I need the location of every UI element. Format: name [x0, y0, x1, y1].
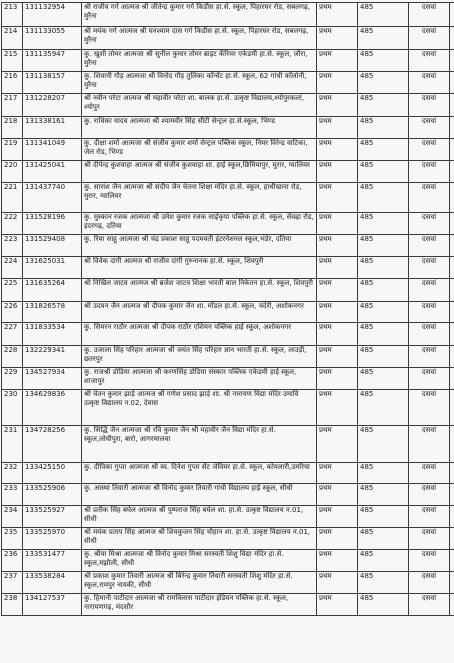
table-row	[2, 50, 454, 72]
table-row	[2, 72, 454, 94]
student-name-school: कु. उजाला सिंह परिहार आत्मजा श्री जयंत सिंह परिहार ज्ञान भारती हा.से. स्कूल, लाउड़ी, छतरपुर	[82, 346, 317, 368]
division: प्रथम	[317, 3, 358, 27]
table-row	[2, 117, 454, 139]
class-name: दसवां	[409, 572, 450, 594]
student-name-school: कु. शिवानी गौड़ आत्मजा श्री विनोद गौड़ तुलिका कॉन्वेंट हा.से. स्कूल, 62 गांधी कॉलोनी, मुरैना	[82, 72, 317, 94]
class-name: दसवां	[409, 323, 450, 346]
empty-cell	[450, 213, 454, 235]
student-name-school: श्री प्रतीक सिंह बघेल आत्मज श्री पुष्पराज सिंह बघेल शा. हा.से. उत्कृष्ट विद्यालय न.01, सीधी	[82, 506, 317, 528]
marks: 485	[358, 572, 409, 594]
merit-list-body	[2, 3, 454, 616]
empty-cell	[450, 183, 454, 213]
empty-cell	[450, 117, 454, 139]
empty-cell	[450, 94, 454, 117]
serial-number: 233	[2, 484, 23, 506]
class-name: दसवां	[409, 50, 450, 72]
marks: 485	[358, 368, 409, 390]
table-row	[2, 257, 454, 279]
marks: 485	[358, 235, 409, 257]
empty-cell	[450, 572, 454, 594]
serial-number: 222	[2, 213, 23, 235]
empty-cell	[450, 390, 454, 426]
division: प्रथम	[317, 139, 358, 161]
student-name-school: श्री निखिल जाटव आत्मज श्री ब्रजेश जाटव शिक्षा भारती बाल निकेतन हा.से. स्कूल, शिवपुरी	[82, 279, 317, 302]
empty-cell	[450, 368, 454, 390]
roll-number: 131826578	[23, 302, 82, 323]
roll-number: 131635264	[23, 279, 82, 302]
roll-number: 131133055	[23, 27, 82, 50]
class-name: दसवां	[409, 368, 450, 390]
marks: 485	[358, 161, 409, 183]
serial-number: 230	[2, 390, 23, 426]
table-row	[2, 346, 454, 368]
class-name: दसवां	[409, 27, 450, 50]
division: प्रथम	[317, 426, 358, 463]
class-name: दसवां	[409, 94, 450, 117]
division: प्रथम	[317, 550, 358, 572]
marks: 485	[358, 72, 409, 94]
table-row	[2, 279, 454, 302]
serial-number: 234	[2, 506, 23, 528]
empty-cell	[450, 257, 454, 279]
empty-cell	[450, 506, 454, 528]
division: प्रथम	[317, 94, 358, 117]
student-name-school: कु. हिमानी पाटीदार आत्मजा श्री रामविलास पाटीदार इंडियन पब्लिक हा.से. स्कूल, नारायणगढ़, मंदसौर	[82, 594, 317, 616]
roll-number: 133538284	[23, 572, 82, 594]
serial-number: 231	[2, 426, 23, 463]
empty-cell	[450, 302, 454, 323]
roll-number: 134527934	[23, 368, 82, 390]
empty-cell	[450, 484, 454, 506]
empty-cell	[450, 50, 454, 72]
marks: 485	[358, 550, 409, 572]
roll-number: 133525970	[23, 528, 82, 550]
marks: 485	[358, 426, 409, 463]
table-row	[2, 94, 454, 117]
serial-number: 228	[2, 346, 23, 368]
marks: 485	[358, 257, 409, 279]
student-name-school: कु. दीक्षा शर्मा आत्मजा श्री संजीव कुमार शर्मा सेन्ट्रल पब्लिक स्कूल, नियर विरेन्द्र वाटिका, जेल रोड, भिण्ड	[82, 139, 317, 161]
serial-number: 215	[2, 50, 23, 72]
serial-number: 218	[2, 117, 23, 139]
table-row	[2, 390, 454, 426]
student-name-school: कु. सिद्धि जैन आत्मजा श्री रवि कुमार जैन श्री महावीर जैन विद्या मंदिर हा.से. स्कूल,लोधीपुरा, बारो, आगरमालवा	[82, 426, 317, 463]
table-row	[2, 426, 454, 463]
empty-cell	[450, 594, 454, 616]
marks: 485	[358, 463, 409, 484]
roll-number: 133525906	[23, 484, 82, 506]
class-name: दसवां	[409, 139, 450, 161]
table-row	[2, 302, 454, 323]
serial-number: 214	[2, 27, 23, 50]
serial-number: 236	[2, 550, 23, 572]
class-name: दसवां	[409, 183, 450, 213]
serial-number: 224	[2, 257, 23, 279]
marks: 485	[358, 94, 409, 117]
class-name: दसवां	[409, 235, 450, 257]
table-row	[2, 139, 454, 161]
empty-cell	[450, 235, 454, 257]
roll-number: 131529408	[23, 235, 82, 257]
roll-number: 134629836	[23, 390, 82, 426]
student-name-school: श्री राजीव गर्ग आत्मज श्री जीतेन्द्र कुमार गर्ग किडीस हा.से. स्कूल, पिहारघर रोड, सबलगढ़, मुरैना	[82, 3, 317, 27]
division: प्रथम	[317, 213, 358, 235]
marks: 485	[358, 528, 409, 550]
empty-cell	[450, 346, 454, 368]
serial-number: 217	[2, 94, 23, 117]
class-name: दसवां	[409, 346, 450, 368]
student-name-school: श्री चेतन कुमार झाड़े आत्मज श्री गणेश प्रसाद झाड़े शा. श्री नारायण विद्या मंदिर उमावि उत्कृष्ट विद्यालय न.02, देवास	[82, 390, 317, 426]
marks: 485	[358, 390, 409, 426]
student-name-school: श्री मयंक गर्ग आत्मज श्री घनश्याम दास गर्ग किडीस हा.से. स्कूल, पिहारघर रोड, सबलगढ़, मुरैना	[82, 27, 317, 50]
empty-cell	[450, 323, 454, 346]
division: प्रथम	[317, 528, 358, 550]
serial-number: 216	[2, 72, 23, 94]
division: प्रथम	[317, 183, 358, 213]
division: प्रथम	[317, 506, 358, 528]
class-name: दसवां	[409, 426, 450, 463]
table-row	[2, 213, 454, 235]
marks: 485	[358, 183, 409, 213]
table-row	[2, 528, 454, 550]
serial-number: 225	[2, 279, 23, 302]
serial-number: 235	[2, 528, 23, 550]
empty-cell	[450, 3, 454, 27]
class-name: दसवां	[409, 117, 450, 139]
class-name: दसवां	[409, 528, 450, 550]
marks: 485	[358, 302, 409, 323]
class-name: दसवां	[409, 390, 450, 426]
division: प्रथम	[317, 572, 358, 594]
class-name: दसवां	[409, 279, 450, 302]
table-row	[2, 506, 454, 528]
merit-list-table	[1, 2, 454, 616]
division: प्रथम	[317, 368, 358, 390]
marks: 485	[358, 50, 409, 72]
roll-number: 132229341	[23, 346, 82, 368]
marks: 485	[358, 139, 409, 161]
serial-number: 229	[2, 368, 23, 390]
marks: 485	[358, 279, 409, 302]
class-name: दसवां	[409, 257, 450, 279]
class-name: दसवां	[409, 161, 450, 183]
empty-cell	[450, 426, 454, 463]
division: प्रथम	[317, 323, 358, 346]
student-name-school: कु. रिया साहू आत्मजा श्री चंद्र प्रकाश साहू पदमवती इंटरनेशनल स्कूल,भंडेर, दतिया	[82, 235, 317, 257]
division: प्रथम	[317, 161, 358, 183]
roll-number: 131138157	[23, 72, 82, 94]
student-name-school: कु. सारांश जैन आत्मजा श्री संदीप जैन चेतना शिक्षा मंदिर हा.से. स्कूल, हाथीखाना रोड, मुरार, ग्वालियर	[82, 183, 317, 213]
division: प्रथम	[317, 484, 358, 506]
table-row	[2, 368, 454, 390]
division: प्रथम	[317, 72, 358, 94]
division: प्रथम	[317, 27, 358, 50]
empty-cell	[450, 27, 454, 50]
class-name: दसवां	[409, 72, 450, 94]
division: प्रथम	[317, 302, 358, 323]
roll-number: 133531477	[23, 550, 82, 572]
table-row	[2, 463, 454, 484]
class-name: दसवां	[409, 550, 450, 572]
roll-number: 131135947	[23, 50, 82, 72]
table-row	[2, 27, 454, 50]
serial-number: 237	[2, 572, 23, 594]
table-row	[2, 183, 454, 213]
division: प्रथम	[317, 390, 358, 426]
roll-number: 134127537	[23, 594, 82, 616]
roll-number: 131528196	[23, 213, 82, 235]
marks: 485	[358, 594, 409, 616]
serial-number: 221	[2, 183, 23, 213]
empty-cell	[450, 550, 454, 572]
division: प्रथम	[317, 279, 358, 302]
division: प्रथम	[317, 50, 358, 72]
roll-number: 133525927	[23, 506, 82, 528]
student-name-school: कु. सिमरन राठौर आत्मजा श्री दीपक राठौर एशियन पब्लिक हाई स्कूल, अशोकनगर	[82, 323, 317, 346]
division: प्रथम	[317, 594, 358, 616]
table-row	[2, 323, 454, 346]
student-name-school: श्री उदयन जैन आत्मज श्री दीपक कुमार जैन शा. मॉडल हा.से. स्कूल, चंदेरी, अशोकनगर	[82, 302, 317, 323]
class-name: दसवां	[409, 3, 450, 27]
empty-cell	[450, 279, 454, 302]
serial-number: 238	[2, 594, 23, 616]
serial-number: 232	[2, 463, 23, 484]
student-name-school: कु. मुस्कान रजक आत्मजा श्री उमेश कुमार रजक साईकृपा पब्लिक हा.से. स्कूल, सेंवढ़ा रोड, इंदरगढ़, दतिया	[82, 213, 317, 235]
table-row	[2, 550, 454, 572]
empty-cell	[450, 528, 454, 550]
roll-number: 131228207	[23, 94, 82, 117]
class-name: दसवां	[409, 506, 450, 528]
class-name: दसवां	[409, 594, 450, 616]
class-name: दसवां	[409, 463, 450, 484]
marks: 485	[358, 117, 409, 139]
student-name-school: कु. दीपिका गुप्ता आत्मजा श्री स्व. दिनेश गुप्ता सेंट जेवियर हा.से. स्कूल, कोयलारी,उमरिया	[82, 463, 317, 484]
division: प्रथम	[317, 346, 358, 368]
serial-number: 223	[2, 235, 23, 257]
serial-number: 213	[2, 3, 23, 27]
empty-cell	[450, 139, 454, 161]
student-name-school: श्री नवीन परेटा आत्मज श्री महावीर परेटा शा. बालक हा.से. उत्कृष्ट विद्यालय,श्योपुरकलां, श्योपुर	[82, 94, 317, 117]
division: प्रथम	[317, 235, 358, 257]
table-row	[2, 572, 454, 594]
roll-number: 131341049	[23, 139, 82, 161]
division: प्रथम	[317, 117, 358, 139]
student-name-school: श्री विवेक दांगी आत्मज श्री राजीव दांगी गुरुनानक हा.से. स्कूल, शिवपुरी	[82, 257, 317, 279]
roll-number: 131437740	[23, 183, 82, 213]
serial-number: 226	[2, 302, 23, 323]
marks: 485	[358, 484, 409, 506]
empty-cell	[450, 161, 454, 183]
class-name: दसवां	[409, 484, 450, 506]
division: प्रथम	[317, 463, 358, 484]
class-name: दसवां	[409, 213, 450, 235]
marks: 485	[358, 323, 409, 346]
student-name-school: श्री प्रकाश कुमार तिवारी आत्मज श्री बिरेन्द्र कुमार तिवारी सरस्वती शिशु मंदिर हा.से. स्कूल,रामपुर नायकी, सीधी	[82, 572, 317, 594]
student-name-school: कु. राधिका यादव आत्मजा श्री श्यामवीर सिंह सीटी सेन्ट्रल हा.से.स्कूल, भिण्ड	[82, 117, 317, 139]
empty-cell	[450, 463, 454, 484]
serial-number: 227	[2, 323, 23, 346]
roll-number: 131132954	[23, 3, 82, 27]
empty-cell	[450, 72, 454, 94]
roll-number: 134728256	[23, 426, 82, 463]
division: प्रथम	[317, 257, 358, 279]
marks: 485	[358, 27, 409, 50]
table-row	[2, 484, 454, 506]
table-row	[2, 3, 454, 27]
class-name: दसवां	[409, 302, 450, 323]
student-name-school: श्री मयंक प्रताप सिंह आत्मज श्री शिवकुजन सिंह चौहान शा. हा.से. उत्कृष्ट विद्यालय न.01, सीधी	[82, 528, 317, 550]
student-name-school: कु. श्रीया मिश्रा आत्मजा श्री विनोद कुमार मिश्रा सरस्वती शिशु विद्या मंदिर हा.से. स्कूल,मझौली, सीधी	[82, 550, 317, 572]
table-row	[2, 235, 454, 257]
roll-number: 133425150	[23, 463, 82, 484]
student-name-school: कु. आस्था तिवारी आत्मजा श्री विनोद कुमार तिवारी गांधी विद्यालय हाई स्कूल, सीधी	[82, 484, 317, 506]
marks: 485	[358, 346, 409, 368]
roll-number: 131338161	[23, 117, 82, 139]
table-row	[2, 594, 454, 616]
marks: 485	[358, 3, 409, 27]
roll-number: 131425041	[23, 161, 82, 183]
roll-number: 131833534	[23, 323, 82, 346]
roll-number: 131625031	[23, 257, 82, 279]
marks: 485	[358, 213, 409, 235]
marks: 485	[358, 506, 409, 528]
student-name-school: कु. खुशी तोमर आत्मजा श्री सुनील कुमार तोमर ब्राइट कॅरियर एकेडमी हा.से. स्कूल, जौरा, मुरैना	[82, 50, 317, 72]
table-row	[2, 161, 454, 183]
student-name-school: कु. राजश्री डोडिया आत्मजा श्री करणसिंह डोडिया संस्कार पब्लिक एकेडमी हाई स्कूल, शाजापुर	[82, 368, 317, 390]
student-name-school: श्री दीपेन्द्र कुशवाहा आत्मज श्री संजीव कुशवाहा शा. हाई स्कूल,छिमियापुर, मुरार, ग्वालियर	[82, 161, 317, 183]
serial-number: 220	[2, 161, 23, 183]
serial-number: 219	[2, 139, 23, 161]
